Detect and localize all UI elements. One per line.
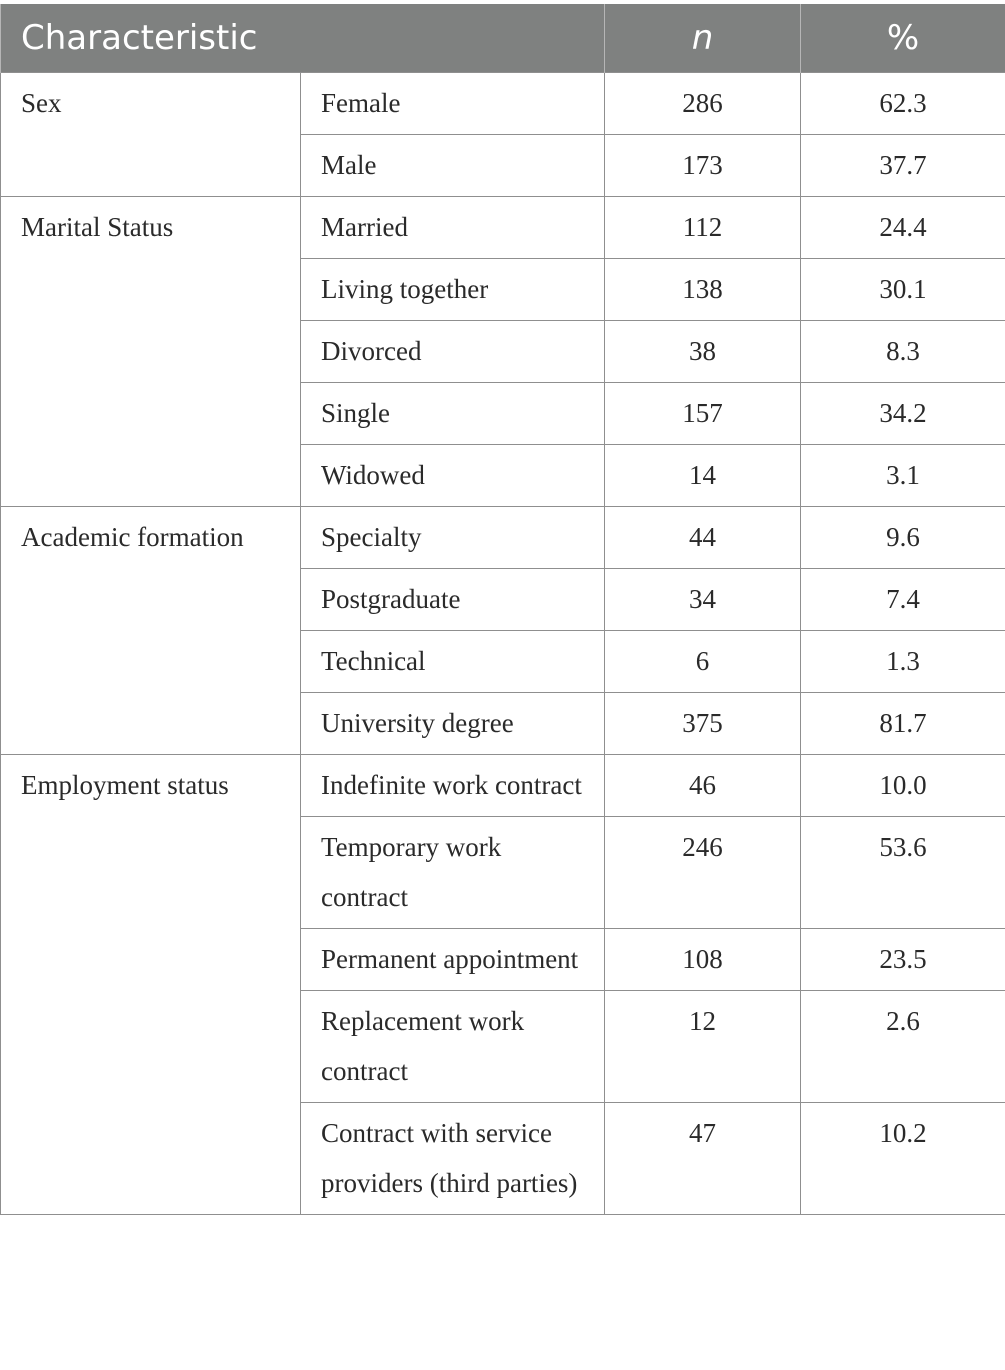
row-label: Permanent appointment (301, 929, 605, 991)
row-n: 46 (605, 755, 801, 817)
row-percent: 81.7 (801, 693, 1005, 755)
row-label: Male (301, 135, 605, 197)
category-academic-formation: Academic formation (1, 507, 301, 755)
row-label: Female (301, 73, 605, 135)
row-label: Living together (301, 259, 605, 321)
header-row (1, 4, 1005, 73)
table-row (1, 73, 1005, 135)
header-characteristic: Characteristic (1, 4, 605, 73)
row-label: Married (301, 197, 605, 259)
row-n: 138 (605, 259, 801, 321)
characteristics-table (0, 4, 1005, 1215)
row-percent: 34.2 (801, 383, 1005, 445)
row-n: 157 (605, 383, 801, 445)
row-percent: 62.3 (801, 73, 1005, 135)
row-label: Widowed (301, 445, 605, 507)
row-percent: 1.3 (801, 631, 1005, 693)
category-marital-status: Marital Status (1, 197, 301, 507)
row-percent: 9.6 (801, 507, 1005, 569)
row-percent: 53.6 (801, 817, 1005, 929)
row-percent: 24.4 (801, 197, 1005, 259)
row-percent: 10.0 (801, 755, 1005, 817)
row-percent: 30.1 (801, 259, 1005, 321)
row-percent: 3.1 (801, 445, 1005, 507)
row-n: 44 (605, 507, 801, 569)
row-label: Technical (301, 631, 605, 693)
row-label: Temporary work contract (301, 817, 605, 929)
row-n: 6 (605, 631, 801, 693)
row-label: Single (301, 383, 605, 445)
row-n: 34 (605, 569, 801, 631)
row-percent: 7.4 (801, 569, 1005, 631)
row-percent: 23.5 (801, 929, 1005, 991)
table-row (1, 197, 1005, 259)
row-n: 14 (605, 445, 801, 507)
row-percent: 8.3 (801, 321, 1005, 383)
row-label: Indefinite work contract (301, 755, 605, 817)
category-sex: Sex (1, 73, 301, 197)
row-label: Contract with service providers (third parties) (301, 1103, 605, 1215)
row-n: 38 (605, 321, 801, 383)
row-percent: 2.6 (801, 991, 1005, 1103)
row-percent: 10.2 (801, 1103, 1005, 1215)
table-row (1, 755, 1005, 817)
table-row (1, 507, 1005, 569)
row-label: Postgraduate (301, 569, 605, 631)
row-label: Specialty (301, 507, 605, 569)
row-n: 47 (605, 1103, 801, 1215)
row-n: 246 (605, 817, 801, 929)
header-n: n (605, 4, 801, 73)
header-percent: % (801, 4, 1005, 73)
row-n: 286 (605, 73, 801, 135)
row-label: Divorced (301, 321, 605, 383)
row-n: 108 (605, 929, 801, 991)
row-n: 375 (605, 693, 801, 755)
category-employment-status: Employment status (1, 755, 301, 1215)
row-label: Replacement work contract (301, 991, 605, 1103)
row-n: 112 (605, 197, 801, 259)
row-n: 12 (605, 991, 801, 1103)
row-n: 173 (605, 135, 801, 197)
row-percent: 37.7 (801, 135, 1005, 197)
row-label: University degree (301, 693, 605, 755)
